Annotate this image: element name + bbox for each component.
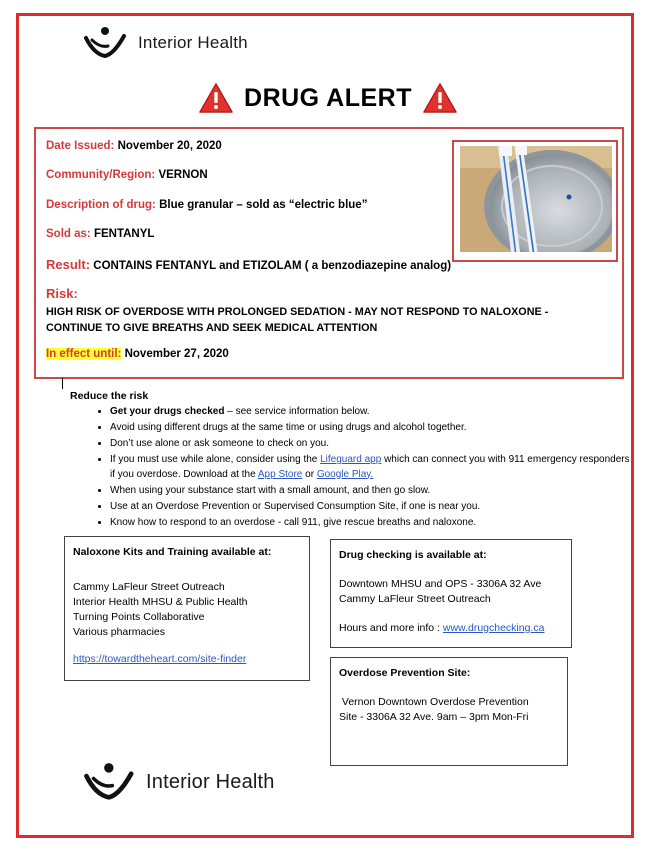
- risk-label: Risk:: [46, 286, 78, 301]
- google-play-link[interactable]: Google Play.: [316, 468, 374, 480]
- checking-line: Downtown MHSU and OPS - 3306A 32 Ave: [339, 578, 542, 590]
- list-item: • Get your drugs checked – see service information below.: [110, 405, 630, 420]
- list-item: • When using your substance start with a small amount, and then go slow.: [110, 484, 630, 499]
- warning-icon: [198, 82, 234, 114]
- footer-logo: [84, 762, 275, 802]
- list-item: • Use at an Overdose Prevention or Supervised Consumption Site, if one is near you.: [110, 500, 630, 515]
- drug-sample-photo: [460, 146, 612, 252]
- ops-line: Site - 3306A 32 Ave. 9am – 3pm Mon-Fri: [339, 711, 529, 723]
- drug-checking-box: [330, 539, 572, 648]
- naloxone-line: Various pharmacies: [73, 626, 166, 638]
- interior-health-logo-icon: [84, 26, 128, 60]
- title-row: [0, 82, 656, 114]
- reduce-risk-list: [88, 405, 630, 532]
- date-issued: Date Issued: November 20, 2020: [46, 140, 222, 152]
- brand-name: Interior Health: [146, 770, 275, 793]
- lifeguard-app-link[interactable]: Lifeguard app: [320, 454, 382, 465]
- drugchecking-link[interactable]: www.drugchecking.ca: [442, 622, 545, 634]
- risk-text: HIGH RISK OF OVERDOSE WITH PROLONGED SEDATION - MAY NOT RESPOND TO NALOXONE - CONTINUE TO GIVE BREATHS AND SEEK MEDICAL ATTENTION: [46, 306, 549, 334]
- naloxone-line: Turning Points Collaborative: [73, 611, 205, 623]
- community-region: Community/Region: VERNON: [46, 169, 208, 181]
- text-cursor: [62, 378, 63, 389]
- naloxone-line: Cammy LaFleur Street Outreach: [73, 581, 225, 593]
- ops-heading: Overdose Prevention Site:: [339, 667, 471, 679]
- overdose-prevention-box: [330, 657, 568, 766]
- checking-hours: Hours and more info : www.drugchecking.ca: [339, 622, 545, 634]
- app-store-link[interactable]: App Store: [257, 468, 303, 480]
- drug-checking-heading: Drug checking is available at:: [339, 549, 487, 561]
- header-logo: [84, 26, 248, 60]
- test-result: Result: CONTAINS FENTANYL and ETIZOLAM ( a benzodiazepine analog): [46, 257, 452, 272]
- warning-icon: [422, 82, 458, 114]
- drug-description: Description of drug: Blue granular – sold as “electric blue”: [46, 199, 368, 211]
- naloxone-line: Interior Health MHSU & Public Health: [73, 596, 248, 608]
- in-effect-until: In effect until: November 27, 2020: [46, 348, 229, 360]
- site-finder-link[interactable]: https://towardtheheart.com/site-finder: [73, 653, 247, 665]
- naloxone-box: [64, 536, 310, 681]
- interior-health-logo-icon: [84, 762, 136, 802]
- page-title: DRUG ALERT: [244, 83, 412, 112]
- naloxone-heading: Naloxone Kits and Training available at:: [73, 546, 272, 558]
- sold-as: Sold as: FENTANYL: [46, 228, 155, 240]
- ops-line: Vernon Downtown Overdose Prevention: [339, 696, 529, 708]
- brand-name: Interior Health: [138, 33, 248, 52]
- list-item: • Don’t use alone or ask someone to check on you.: [110, 437, 630, 452]
- checking-line: Cammy LaFleur Street Outreach: [339, 593, 491, 605]
- list-item: • If you must use while alone, consider using the Lifeguard app which can connect you with 911 emergency responders if you overdose. Download at the App Store or Google Play.: [110, 453, 630, 482]
- list-item: • Avoid using different drugs at the same time or using drugs and alcohol together.: [110, 421, 630, 436]
- list-item: • Know how to respond to an overdose - call 911, give rescue breaths and naloxone.: [110, 516, 630, 531]
- reduce-risk-title: Reduce the risk: [70, 390, 149, 402]
